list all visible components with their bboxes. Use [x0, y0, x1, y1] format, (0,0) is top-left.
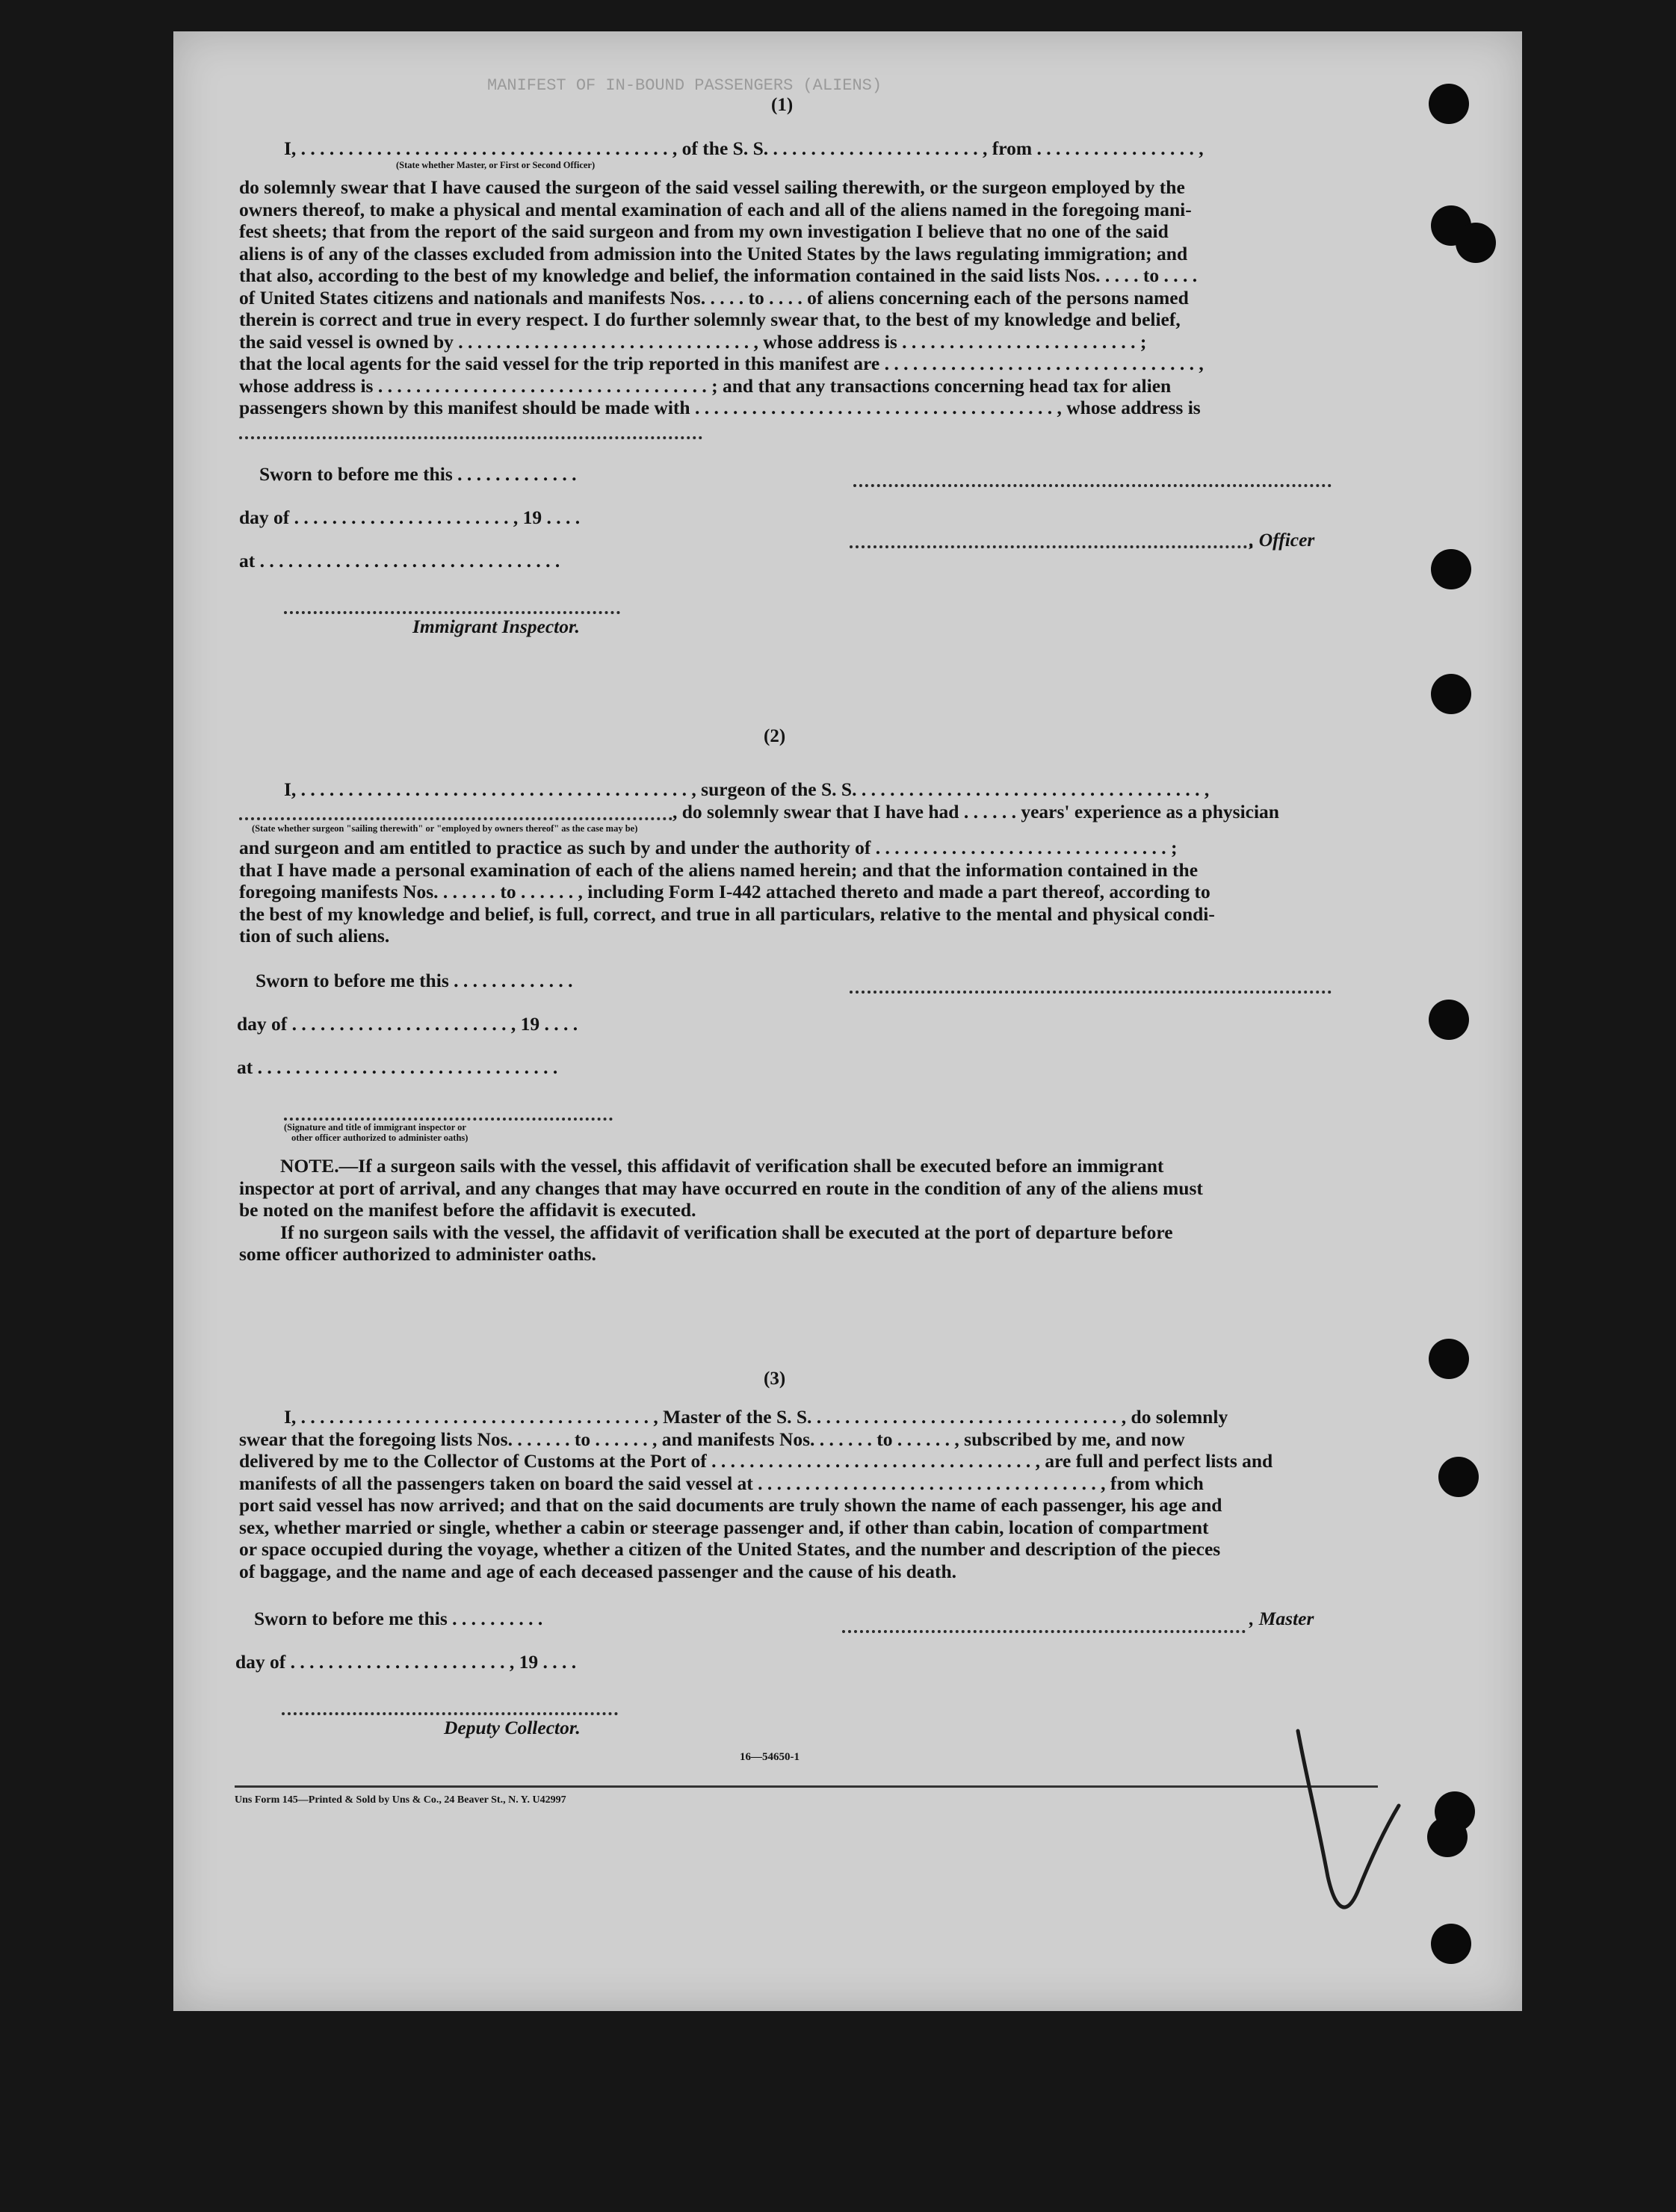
body-line: manifests of all the passengers taken on board the said vessel at . . . . . . . . . . . . . . . . . . . . . . . . . . . . . . . . . . . . , from which — [239, 1472, 1204, 1494]
body-line: swear that the foregoing lists Nos. . . . . . . to . . . . . . , and manifests Nos. . . . . . . to . . . . . . , subscribed by me, and now — [239, 1428, 1185, 1450]
body-line: or space occupied during the voyage, whether a citizen of the United States, and the number and description of the pieces — [239, 1538, 1221, 1560]
section-1-number: (1) — [771, 95, 794, 115]
inspector-signature-line — [284, 601, 620, 614]
section-3-number: (3) — [764, 1369, 786, 1389]
inspector-label: Immigrant Inspector. — [412, 616, 580, 637]
punch-hole — [1429, 1339, 1469, 1379]
surgeon-signature-line — [850, 980, 1332, 994]
section-2-number: (2) — [764, 726, 786, 746]
body-line: fest sheets; that from the report of the said surgeon and from my own investigation I believe that no one of the said — [239, 220, 1169, 242]
note-block — [239, 1155, 1382, 1265]
footer-rule — [235, 1785, 1378, 1788]
body-line: tion of such aliens. — [239, 925, 390, 947]
collector-label: Deputy Collector. — [444, 1717, 581, 1738]
note-line: If no surgeon sails with the vessel, the affidavit of verification shall be executed at the port of departure before — [280, 1221, 1173, 1243]
section-1-line-1: I, . . . . . . . . . . . . . . . . . . . . . . . . . . . . . . . . . . . . . . . , of the S. S. . . . . . . . . . . . . . . . . . . . . . . , from . . . . . . . . . . . . . . . . . , — [284, 137, 1204, 159]
section-1-body — [239, 176, 1382, 419]
body-line: aliens is of any of the classes excluded from admission into the United States by the laws regulating immigration; and — [239, 242, 1188, 264]
body-line: of baggage, and the name and age of each deceased passenger and the cause of his death. — [239, 1560, 957, 1582]
punch-hole — [1429, 84, 1469, 124]
at-line: at . . . . . . . . . . . . . . . . . . . . . . . . . . . . . . . . — [239, 550, 560, 571]
punch-hole — [1429, 1000, 1469, 1040]
signature-note-1: (Signature and title of immigrant inspector or — [284, 1122, 466, 1133]
body-line: that the local agents for the said vessel for the trip reported in this manifest are . . . . . . . . . . . . . . . . . . . . . . . . . . . . . . . . . , — [239, 353, 1204, 374]
sworn-line: Sworn to before me this . . . . . . . . . . . . . — [259, 463, 577, 485]
section-3-body — [239, 1406, 1382, 1582]
punch-hole — [1438, 1457, 1479, 1497]
section-2-title-note: (State whether surgeon "sailing therewith" or "employed by owners thereof" as the case may be) — [252, 823, 638, 834]
bleed-through: MANIFEST OF IN-BOUND PASSENGERS (ALIENS) — [487, 76, 882, 95]
sworn-line: Sworn to before me this . . . . . . . . . . — [254, 1608, 543, 1629]
sworn-line: Sworn to before me this . . . . . . . . . . . . . — [256, 970, 573, 991]
signature-line — [853, 474, 1332, 487]
body-line: sex, whether married or single, whether a cabin or steerage passenger and, if other than cabin, location of compartment — [239, 1516, 1209, 1538]
body-line: and surgeon and am entitled to practice as such by and under the authority of . . . . . . . . . . . . . . . . . . . . . . . . . . . . . . . ; — [239, 837, 1178, 858]
day-of-line: day of . . . . . . . . . . . . . . . . . . . . . . . , 19 . . . . — [239, 506, 581, 528]
body-line: the best of my knowledge and belief, is full, correct, and true in all particulars, relative to the mental and physical condi- — [239, 902, 1215, 925]
check-mark-icon — [1294, 1727, 1406, 1936]
body-line: foregoing manifests Nos. . . . . . . to . . . . . . , including Form I-442 attached thereto and made a part thereof, according to — [239, 881, 1210, 902]
collector-signature-line — [282, 1702, 618, 1715]
body-line: therein is correct and true in every respect. I do further solemnly swear that, to the best of my knowledge and belief, — [239, 309, 1181, 330]
signature-note-2: other officer authorized to administer oaths) — [291, 1133, 469, 1143]
at-line: at . . . . . . . . . . . . . . . . . . . . . . . . . . . . . . . . — [237, 1056, 558, 1078]
body-line: passengers shown by this manifest should be made with . . . . . . . . . . . . . . . . . . . . . . . . . . . . . . . . . . . . . . , whose address is — [239, 397, 1201, 418]
form-code: 16—54650-1 — [740, 1751, 800, 1763]
officer-signature-line — [850, 535, 1253, 548]
body-line: that I have made a personal examination of each of the aliens named herein; and that the information contained in the — [239, 858, 1199, 881]
section-1-title-note: (State whether Master, or First or Second Officer) — [396, 160, 596, 170]
punch-hole — [1431, 549, 1471, 589]
officer-label: , Officer — [1249, 529, 1315, 551]
body-line: do solemnly swear that I have caused the surgeon of the said vessel sailing therewith, or the surgeon employed by the — [239, 176, 1185, 198]
punch-hole — [1431, 1924, 1471, 1964]
body-line: port said vessel has now arrived; and that on the said documents are truly shown the name of each passenger, his age and — [239, 1494, 1222, 1516]
punch-hole — [1427, 1817, 1468, 1857]
body-line: the said vessel is owned by . . . . . . . . . . . . . . . . . . . . . . . . . . . . . . . , whose address is . . . . . . . . . . . . . . . . . . . . . . . . . ; — [239, 330, 1147, 353]
note-line: inspector at port of arrival, and any changes that may have occurred en route in the condition of any of the aliens must — [239, 1177, 1203, 1199]
punch-hole — [1456, 223, 1496, 263]
note-line: be noted on the manifest before the affidavit is executed. — [239, 1199, 696, 1221]
note-line: some officer authorized to administer oaths. — [239, 1243, 596, 1265]
section-2-body — [239, 837, 1382, 947]
section-2-line-2: , do solemnly swear that I have had . . . . . . years' experience as a physician — [672, 801, 1279, 822]
officer-signature-line — [284, 1107, 613, 1121]
body-line: that also, according to the best of my knowledge and belief, the information contained in the said lists Nos. . . . . to . . . . — [239, 264, 1198, 286]
section-2-line-1: I, . . . . . . . . . . . . . . . . . . . . . . . . . . . . . . . . . . . . . . . . . , surgeon of the S. S. . . . . . . . . . . . . . . . . . . . . . . . . . . . . . . . . . . . . , — [284, 778, 1210, 800]
master-signature-line — [842, 1620, 1246, 1633]
body-line: owners thereof, to make a physical and mental examination of each and all of the aliens named in the foregoing mani- — [239, 198, 1192, 220]
form-page — [173, 31, 1522, 2011]
printer-line: Uns Form 145—Printed & Sold by Uns & Co., 24 Beaver St., N. Y. U42997 — [235, 1794, 566, 1806]
body-line: I, . . . . . . . . . . . . . . . . . . . . . . . . . . . . . . . . . . . . . , Master of the S. S. . . . . . . . . . . . . . . . . . . . . . . . . . . . . . . . . , do solemnly — [284, 1406, 1228, 1428]
surgeon-name-line — [239, 807, 672, 820]
master-label: , Master — [1249, 1608, 1314, 1629]
day-of-line: day of . . . . . . . . . . . . . . . . . . . . . . . , 19 . . . . — [235, 1651, 577, 1673]
day-of-line: day of . . . . . . . . . . . . . . . . . . . . . . . , 19 . . . . — [237, 1013, 578, 1035]
body-line: delivered by me to the Collector of Customs at the Port of . . . . . . . . . . . . . . . . . . . . . . . . . . . . . . . . . . , are full and perfect lists and — [239, 1450, 1273, 1472]
body-line: of United States citizens and nationals and manifests Nos. . . . . to . . . . of aliens concerning each of the persons named — [239, 286, 1189, 309]
body-line: whose address is . . . . . . . . . . . . . . . . . . . . . . . . . . . . . . . . . . . ; and that any transactions concerning head tax for alien — [239, 374, 1172, 397]
note-line: NOTE.—If a surgeon sails with the vessel, this affidavit of verification shall be executed before an immigrant — [280, 1155, 1164, 1177]
address-line — [239, 426, 702, 439]
punch-hole — [1431, 674, 1471, 714]
